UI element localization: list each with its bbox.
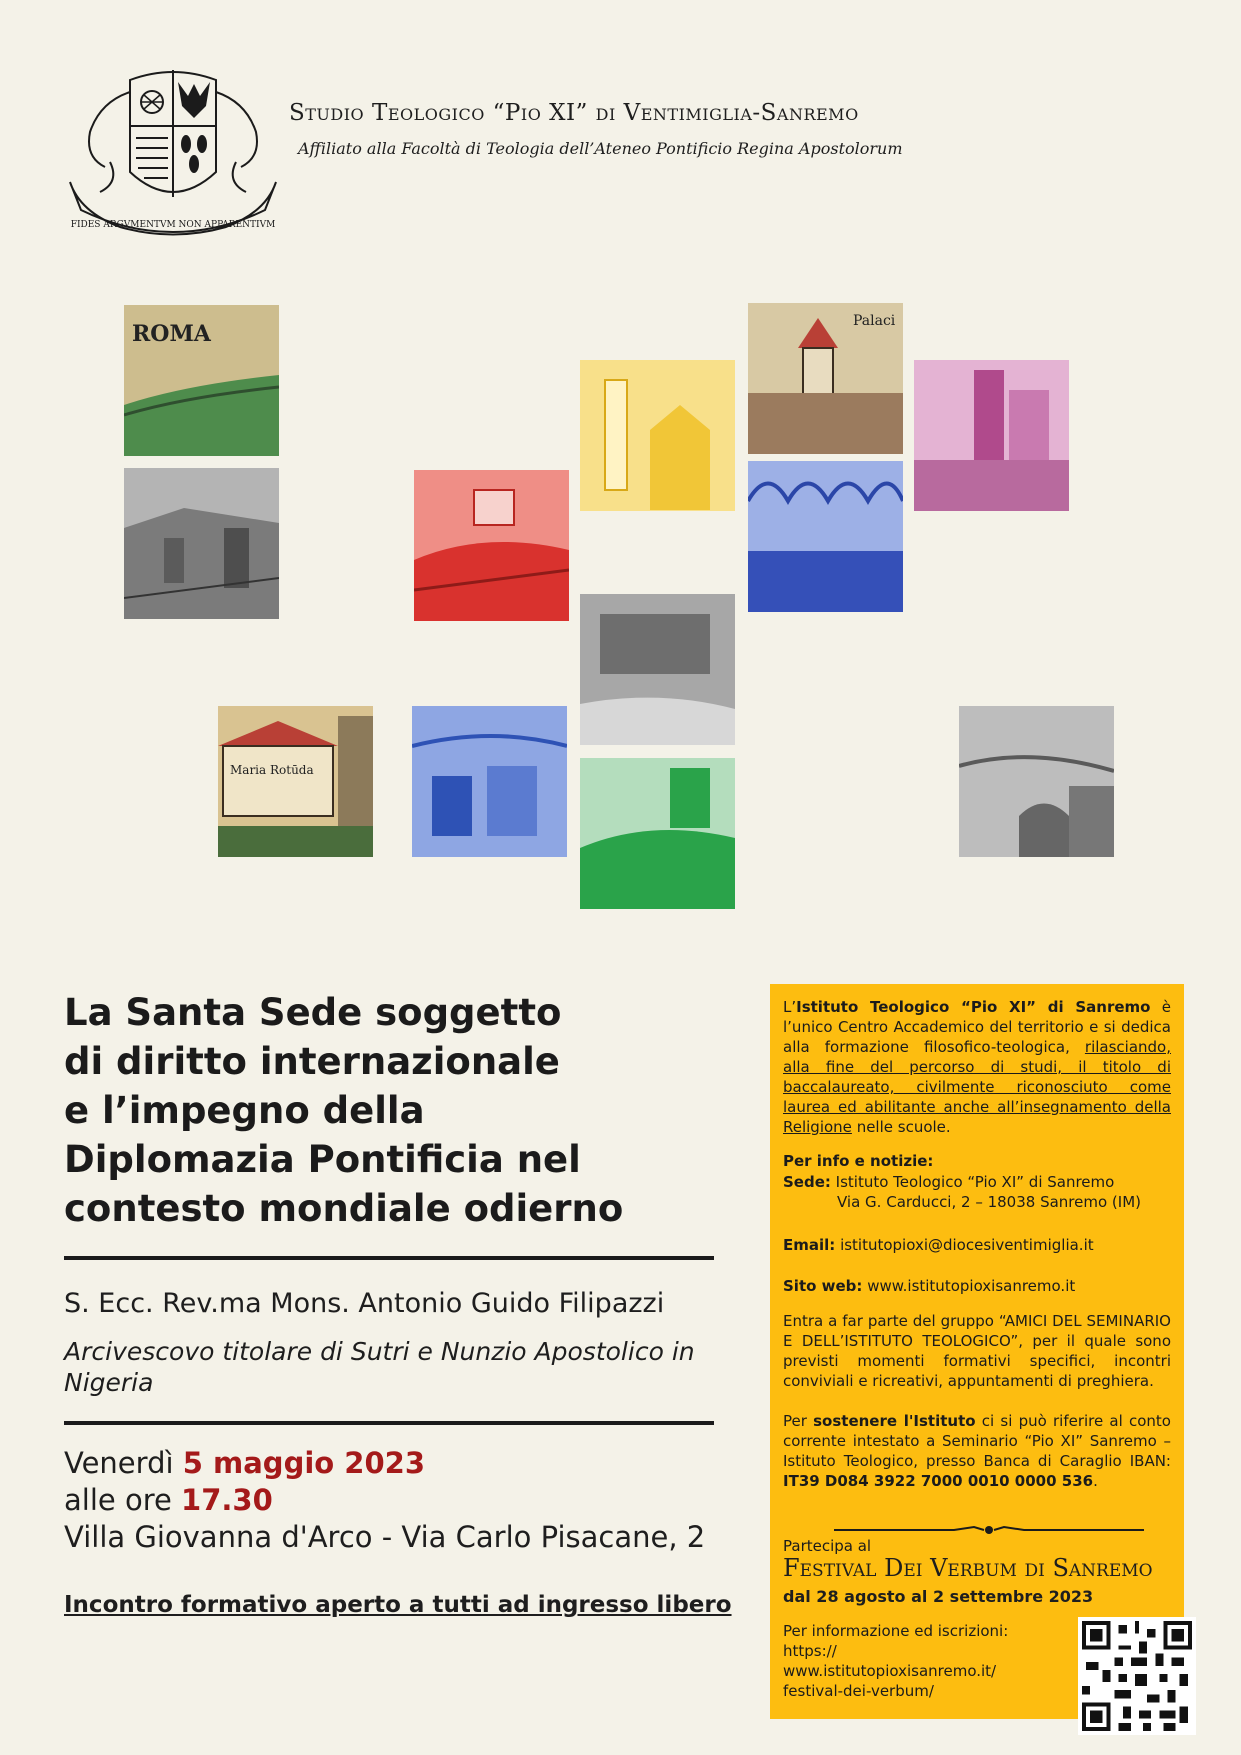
sede-line [783,1172,1171,1192]
info-box [770,984,1184,1719]
event-date [64,1446,425,1480]
event-title-line: contesto mondiale odierno [64,1187,624,1230]
festival-dates: dal 28 agosto al 2 settembre 2023 [783,1587,1094,1606]
crest-icon [60,62,286,258]
map-tile-blue-town [412,706,567,857]
map-tile-yellow [580,360,735,511]
festival-intro: Partecipa al [783,1537,872,1555]
support-bold: sostenere l'Istituto [813,1412,976,1430]
map-tile-gray-river [580,594,735,745]
event-time-prefix: alle ore [64,1483,172,1517]
event-title-line: di diritto internazionale [64,1040,560,1083]
tile-label-palaci: Palaci [853,313,896,329]
event-venue: Villa Giovanna d'Arco - Via Carlo Pisacane, 2 [64,1520,706,1554]
website-label: Sito web: [783,1277,863,1295]
event-title-line: Diplomazia Pontificia nel [64,1138,581,1181]
register-url-line[interactable]: www.istitutopioxisanremo.it/ [783,1662,997,1680]
tile-label-maria: Maria Rotūda [230,763,314,777]
sede-address: Istituto Teologico “Pio XI” di Sanremo [835,1173,1115,1191]
institution-affiliation: Affiliato alla Facoltà di Teologia dell’Ateneo Pontificio Regina Apostolorum [298,139,903,158]
sede-address-line2: Via G. Carducci, 2 – 18038 Sanremo (IM) [837,1193,1141,1211]
support-post: ci si può riferire al conto corrente intestato a Seminario “Pio XI” Sanremo – Istituto Teologico, presso Banca di Caraglio IBAN: [783,1412,1171,1470]
map-tile-green [580,758,735,909]
intro-text: L’ [783,998,797,1016]
website-line [783,1276,1171,1296]
institute-description [783,997,1171,1137]
tile-label-roma: ROMA [132,321,211,347]
intro-text: nelle scuole. [851,1118,951,1136]
website-link[interactable]: www.istitutopioxisanremo.it [867,1277,1076,1295]
event-title [64,988,724,1233]
degree-note: rilasciando, alla fine del percorso di studi, il titolo di baccalaureato, civilmente riconosciuto come laurea ed abilitante anche all’insegnamento della Religione [783,1038,1171,1136]
crest-motto: FIDES ARGVMENTVM NON APPARENTIVM [70,220,276,230]
iban-value: IT39 D084 3922 7000 0010 0000 536 [783,1472,1094,1490]
register-label: Per informazione ed iscrizioni: [783,1622,1009,1640]
qr-code-icon[interactable] [1078,1617,1196,1735]
speaker-role: Arcivescovo titolare di Sutri e Nunzio Apostolico in Nigeria [64,1337,695,1397]
event-title-line: La Santa Sede soggetto [64,991,562,1034]
event-time [64,1483,273,1517]
map-tile-roma [124,305,279,456]
support-end: . [1093,1472,1098,1490]
map-tile-magenta [914,360,1069,511]
institution-name: Studio Teologico “Pio XI” di Ventimiglia-Sanremo [289,100,859,126]
email-label: Email: [783,1236,836,1254]
register-url[interactable] [783,1641,1023,1701]
email-link[interactable]: istitutopioxi@diocesiventimiglia.it [840,1236,1094,1254]
institute-name: Istituto Teologico “Pio XI” di Sanremo [796,998,1151,1016]
email-line [783,1235,1171,1255]
event-day: Venerdì [64,1446,174,1480]
event-time-value: 17.30 [181,1483,273,1517]
sede-label: Sede: [783,1173,831,1191]
map-tile-gray-bridge [959,706,1114,857]
event-title-line: e l’impegno della [64,1089,425,1132]
support-pre: Per [783,1412,814,1430]
map-tile-red [414,470,569,621]
open-entry-note: Incontro formativo aperto a tutti ad ingresso libero [64,1592,732,1618]
divider-rule [64,1256,714,1260]
amici-text: Entra a far parte del gruppo “AMICI DEL SEMINARIO E DELL’ISTITUTO TEOLOGICO”, per il quale sono previsti momenti formativi specifici, incontri conviviali e ricreativi, appuntamenti di preghiera. [783,1312,1171,1390]
register-url-line[interactable]: https:// [783,1642,837,1660]
event-date-value: 5 maggio 2023 [182,1446,426,1480]
map-tile-blue-arches [748,461,903,612]
map-tile-gray-walls [124,468,279,619]
intro-text: è l’unico Centro Accademico del territorio e si dedica alla formazione filosofico-teologica, [783,998,1171,1056]
register-url-line[interactable]: festival-dei-verbum/ [783,1682,934,1700]
map-tile-palaci [748,303,903,454]
festival-title: Festival Dei Verbum di Sanremo [783,1554,1153,1582]
support-text [783,1411,1171,1491]
divider-rule [64,1421,714,1425]
info-heading: Per info e notizie: [783,1152,934,1170]
map-tile-maria-rotunda [218,706,373,857]
speaker-name: S. Ecc. Rev.ma Mons. Antonio Guido Filipazzi [64,1288,665,1319]
